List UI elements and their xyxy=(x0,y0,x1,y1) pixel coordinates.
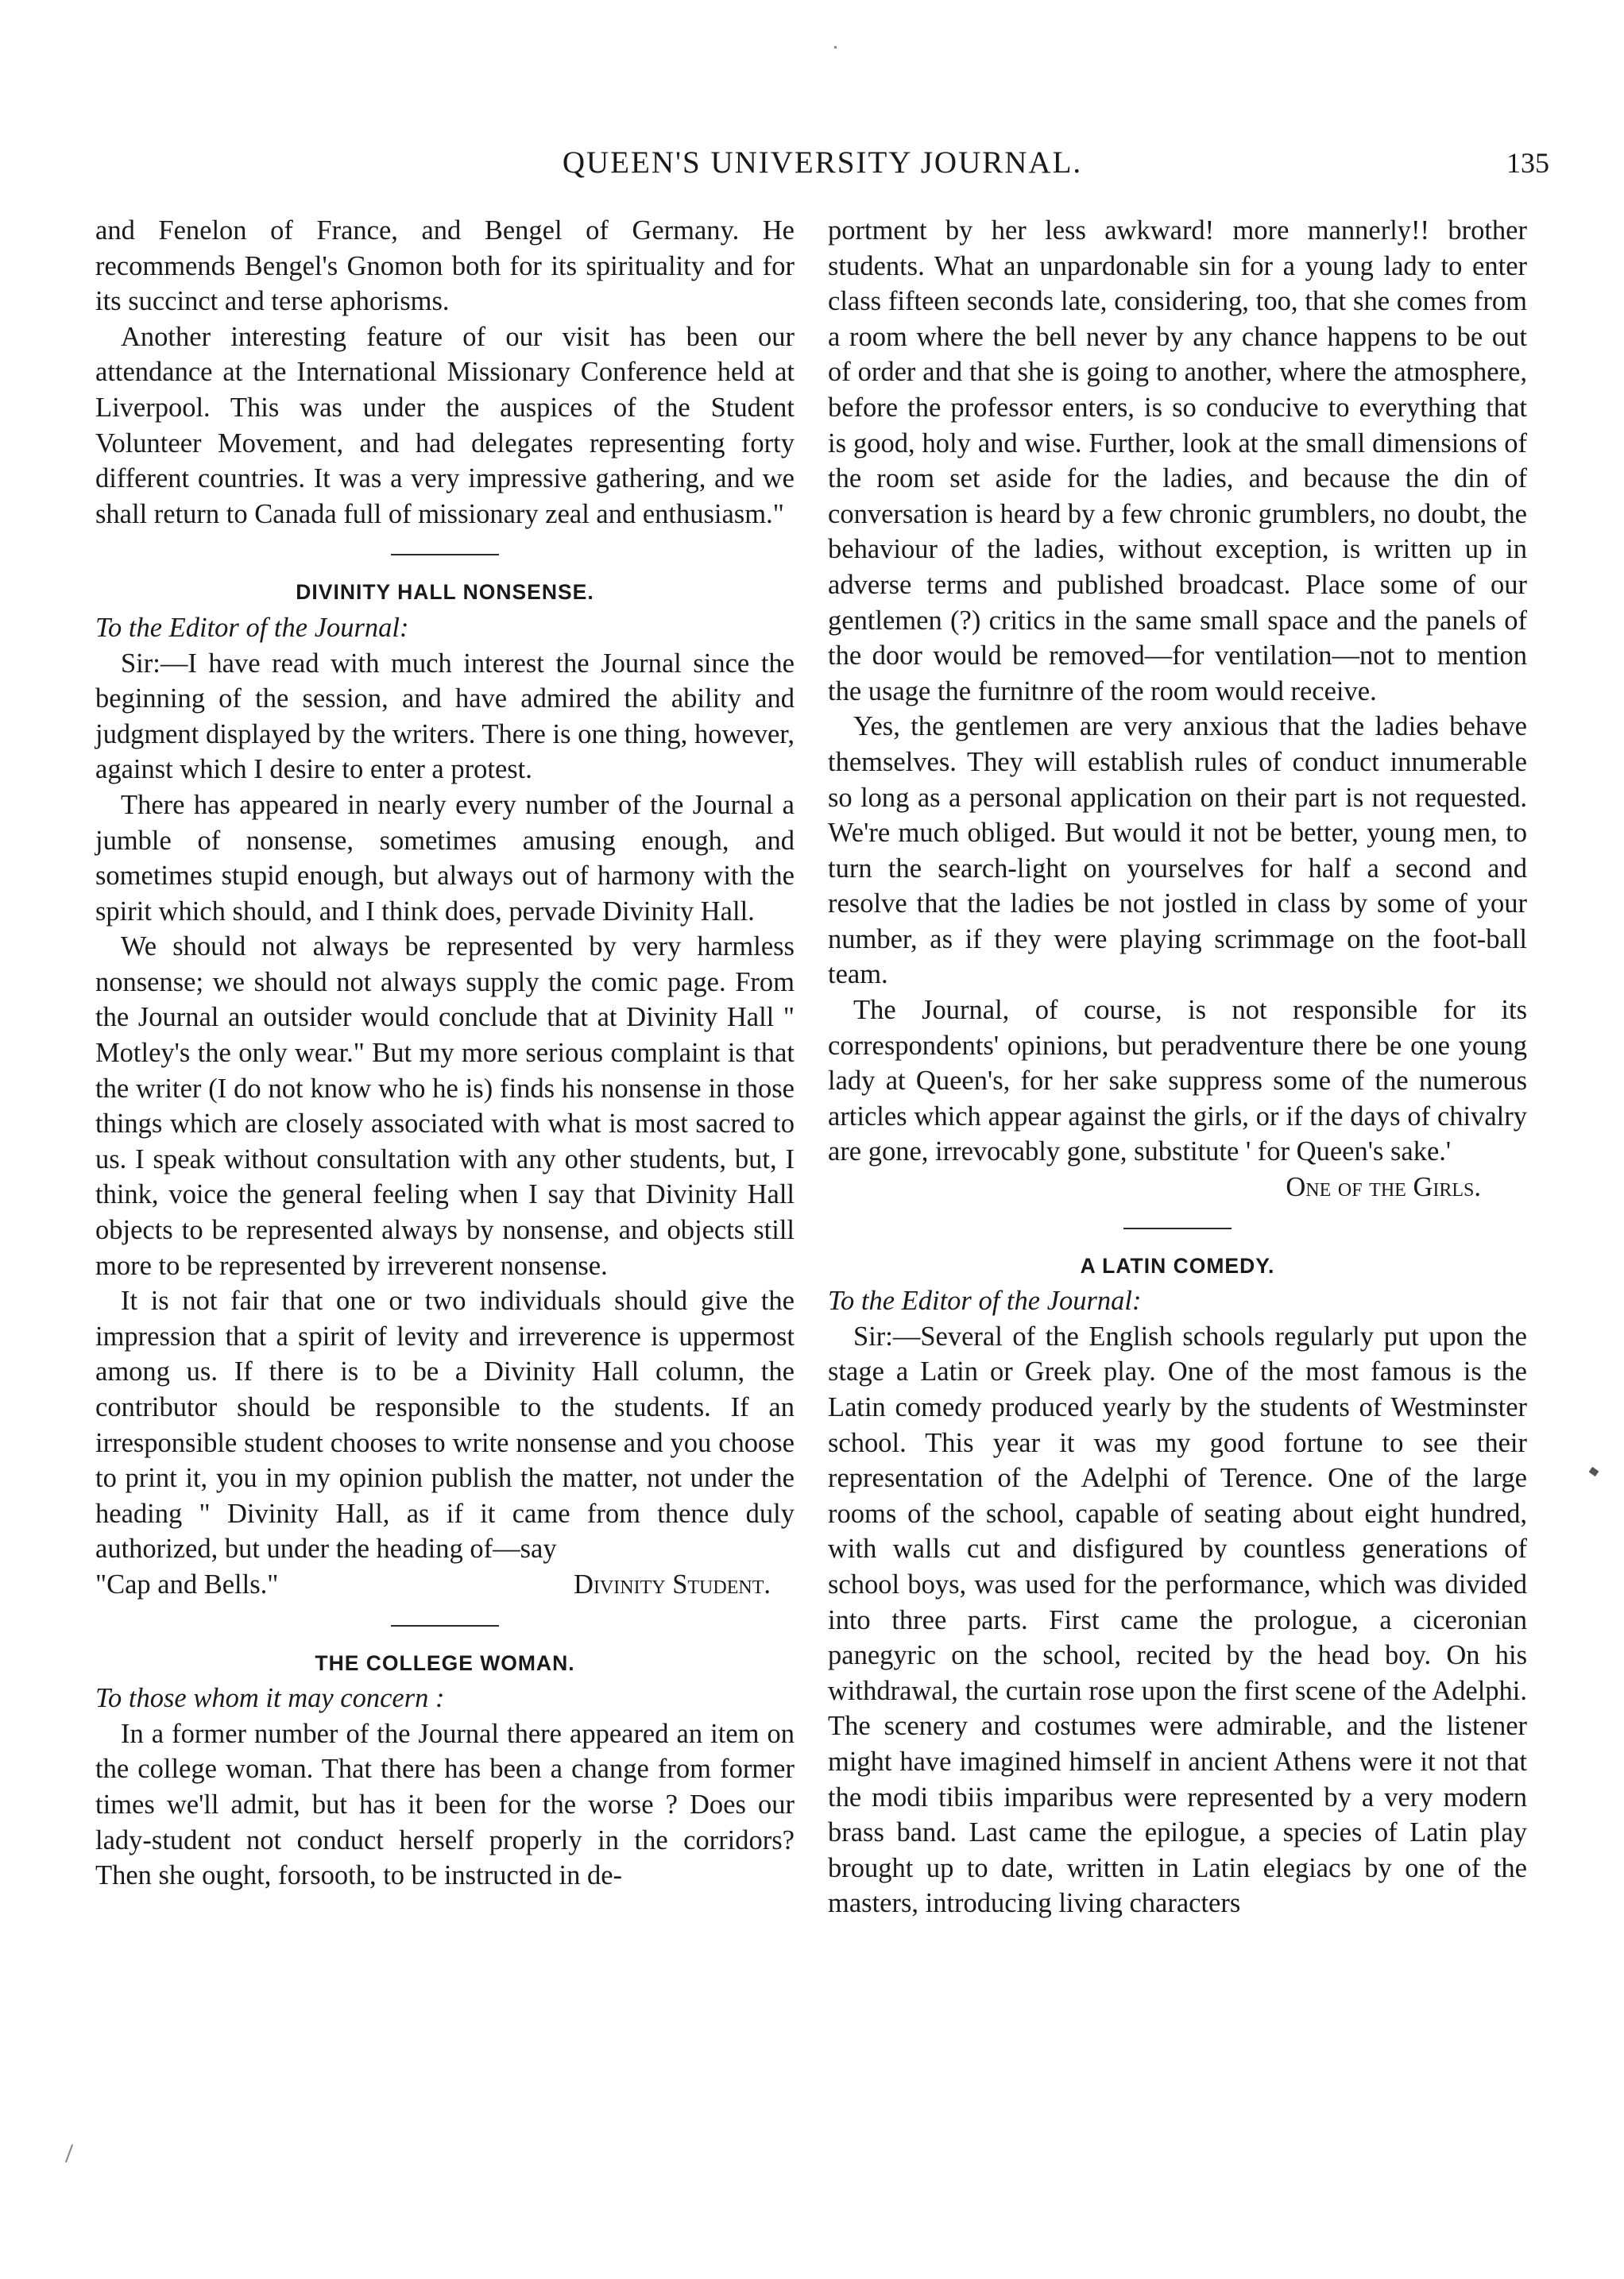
section-divider xyxy=(391,1625,499,1627)
article-paragraph: It is not fair that one or two individuals should give the impression that a spirit of levity and irreverence is uppermost among us. If there is to be a Divinity Hall column, the contributor should be responsible to the students. If an irresponsible student chooses to write nonsense and you choose to print it, you in my opinion publish the matter, not under the heading " Divinity Hall, as if it came from thence duly authorized, but under the heading of—say xyxy=(95,1286,795,1565)
article-salutation: To the Editor of the Journal: xyxy=(828,1286,1142,1317)
article-heading: THE COLLEGE WOMAN. xyxy=(315,1650,575,1675)
section-divider xyxy=(1123,1228,1232,1229)
page-number: 135 xyxy=(1506,147,1549,179)
print-speck xyxy=(1589,1467,1599,1476)
section-divider xyxy=(391,554,499,555)
article-paragraph: Sir:—Several of the English schools regularly put upon the stage a Latin or Greek play. One of the most famous is the Latin comedy produced yearly by the students of Westminster school. This year it was my good fortune to see their representation of the Adelphi of Terence. One of the large rooms of the school, capable of seating about eight hundred, with walls cut and disfigured by countless generations of school boys, was used for the performance, which was divided into three parts. First came the prologue, a ciceronian panegyric on the school, recited by the head boy. On his withdrawal, the curtain rose upon the first scene of the Adelphi. The scenery and costumes were admirable, and the listener might have imagined himself in ancient Athens were it not that the modi tibiis imparibus were represented by a very modern brass band. Last came the epilogue, a species of Latin play brought up to date, written in Latin elegiacs by one of the masters, introducing living characters xyxy=(828,1321,1527,1919)
journal-title: QUEEN'S UNIVERSITY JOURNAL. xyxy=(562,145,1083,180)
article-paragraph: portment by her less awkward! more mannerly!! brother students. What an unpardonable sin for a young lady to enter class fifteen seconds late, considering, too, that she comes from a room where the bell never by any chance happens to be out of order and that she is going to another, where the atmosphere, before the professor enters, is so conducive to everything that is good, holy and wise. Further, look at the small dimensions of the room set aside for the ladies, and because the din of conversation is heard by a few chronic grumblers, no doubt, the behaviour of the ladies, without exception, is written up in adverse terms and published broadcast. Place some of our gentlemen (?) critics in the same small space and the panels of the door would be removed—for ventilation—not to mention the usage the furnitnre of the room would receive. xyxy=(828,215,1527,706)
article-paragraph: Yes, the gentlemen are very anxious that the ladies behave themselves. They will establish rules of conduct innumerable so long as a personal application on their part is not requested. We're much obliged. But would it not be better, young men, to turn the search-light on yourselves for half a second and resolve that the ladies be not jostled in class by some of your number, as if they were playing scrimmage on the foot-ball team. xyxy=(828,711,1527,990)
print-speck xyxy=(65,2144,73,2162)
signature: Divinity Student. xyxy=(574,1569,771,1600)
closing-line: "Cap and Bells." xyxy=(95,1569,279,1600)
article-heading: DIVINITY HALL NONSENSE. xyxy=(296,580,594,605)
article-heading: A LATIN COMEDY. xyxy=(1080,1253,1275,1278)
continued-paragraph: Another interesting feature of our visit has been our attendance at the International Missionary Conference held at Liverpool. This was under the auspices of the Student Volunteer Movement, and had delegates representing forty different countries. It was a very impressive gathering, and we shall return to Canada full of missionary zeal and enthusiasm." xyxy=(95,321,795,529)
article-paragraph: There has appeared in nearly every number of the Journal a jumble of nonsense, sometimes amusing enough, and sometimes stupid enough, but always out of harmony with the spirit which should, and I think does, pervade Divinity Hall. xyxy=(95,789,795,927)
article-paragraph: The Journal, of course, is not responsible for its correspondents' opinions, but peradventure there be one young lady at Queen's, for her sake suppress some of the numerous articles which appear against the girls, or if the days of chivalry are gone, irrevocably gone, substitute ' for Queen's sake.' xyxy=(828,995,1527,1167)
article-paragraph: We should not always be represented by very harmless nonsense; we should not always supply the comic page. From the Journal an outsider would conclude that at Divinity Hall " Motley's the only wear." But my more serious complaint is that the writer (I do not know who he is) finds his nonsense in those things which are closely associated with what is most sacred to us. I speak without consultation with any other students, but, I think, voice the general feeling when I say that Divinity Hall objects to be represented always by nonsense, and objects still more to be represented by irreverent nonsense. xyxy=(95,931,795,1281)
article-salutation: To those whom it may concern : xyxy=(95,1683,445,1714)
article-paragraph: Sir:—I have read with much interest the Journal since the beginning of the session, and have admired the ability and judgment displayed by the writers. There is one thing, however, against which I desire to enter a protest. xyxy=(95,648,795,785)
print-speck xyxy=(834,46,837,48)
article-paragraph: In a former number of the Journal there appeared an item on the college woman. That there has been a change from former times we'll admit, but has it been for the worse ? Does our lady-student not conduct herself properly in the corridors? Then she ought, forsooth, to be instructed in de- xyxy=(95,1718,795,1891)
closing-line-with-signature xyxy=(95,1567,795,1603)
signature: One of the Girls. xyxy=(1286,1172,1481,1203)
right-column xyxy=(828,213,1527,1921)
left-column xyxy=(95,213,795,1894)
continued-paragraph: and Fenelon of France, and Bengel of Germany. He recommends Bengel's Gnomon both for its spirituality and for its succinct and terse aphorisms. xyxy=(95,215,795,317)
article-salutation: To the Editor of the Journal: xyxy=(95,612,409,643)
running-header xyxy=(95,145,1549,192)
